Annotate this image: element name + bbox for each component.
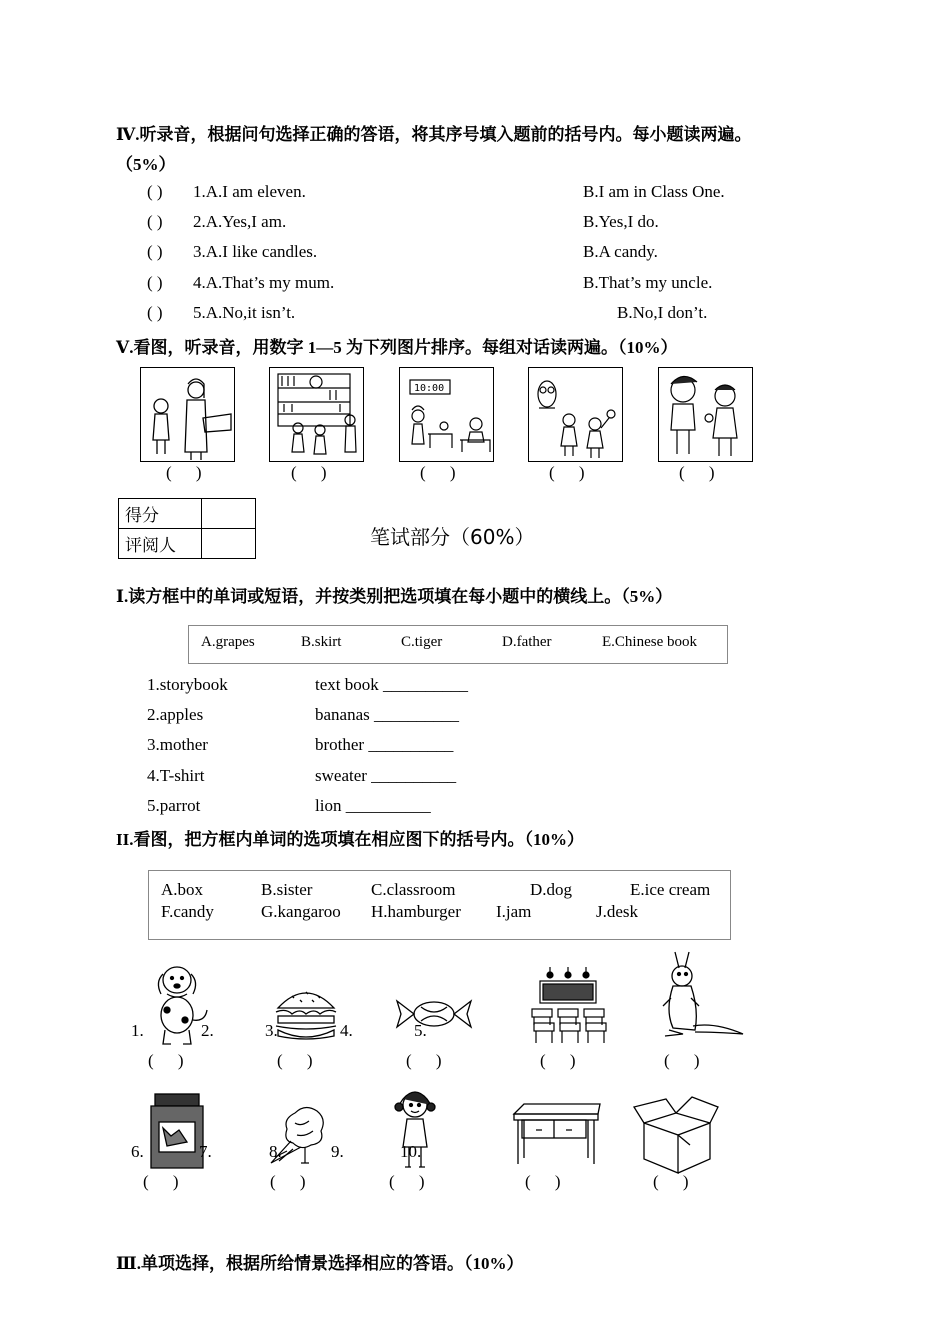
order-paren: ( ) (679, 463, 715, 482)
picture-frame (658, 367, 753, 462)
answer-paren: ( ) (540, 1051, 576, 1070)
item-blank[interactable]: text book __________ (315, 675, 468, 694)
picture-number: 1. (131, 1021, 144, 1040)
desk-image (510, 1102, 602, 1168)
section1-heading: Ⅰ.读方框中的单词或短语，并按类别把选项填在每小题中的横线上。（5%） (116, 587, 673, 606)
order-paren: ( ) (549, 463, 585, 482)
classroom-image (528, 965, 610, 1045)
word-option: H.hamburger (371, 902, 461, 921)
order-paren: ( ) (291, 463, 327, 482)
answer-paren: ( ) (389, 1172, 425, 1191)
score-cell[interactable] (202, 499, 256, 529)
written-part-title: 笔试部分（60%） (370, 525, 535, 549)
word-option: F.candy (161, 902, 214, 921)
score-table (118, 498, 256, 559)
picture-number: 6. (131, 1142, 144, 1161)
option-a: 2.A.Yes,I am. (193, 212, 287, 231)
picture-number: 3. (265, 1021, 278, 1040)
word-box (148, 870, 731, 940)
section2-heading: II.看图，把方框内单词的选项填在相应图下的括号内。（10%） (116, 830, 584, 849)
box-image (632, 1095, 720, 1175)
item-blank[interactable]: brother __________ (315, 735, 454, 754)
option-a: 4.A.That’s my mum. (193, 273, 335, 292)
word-option: D.father (502, 634, 552, 650)
option-a: 3.A.I like candles. (193, 242, 318, 261)
item-word: 5.parrot (147, 796, 201, 815)
answer-paren: ( ) (406, 1051, 442, 1070)
word-option: E.ice cream (630, 880, 711, 899)
option-b: B.A candy. (583, 242, 658, 261)
answer-paren: ( ) (143, 1172, 179, 1191)
section4-heading: Ⅳ.听录音，根据问句选择正确的答语，将其序号填入题前的括号内。每小题读两遍。 (116, 125, 752, 144)
answer-paren: ( ) (147, 273, 163, 292)
score-label: 得分 (119, 499, 202, 529)
item-word: 1.storybook (147, 675, 228, 694)
item-blank[interactable]: lion __________ (315, 796, 431, 815)
word-option: B.skirt (301, 634, 342, 650)
word-option: G.kangaroo (261, 902, 341, 921)
word-option: C.tiger (401, 634, 443, 650)
option-b: B.That’s my uncle. (583, 273, 713, 292)
option-a: 5.A.No,it isn’t. (193, 303, 296, 322)
answer-paren: ( ) (148, 1051, 184, 1070)
picture-frame (399, 367, 494, 462)
children-shelf-image (270, 368, 363, 461)
word-option: C.classroom (371, 880, 456, 899)
word-option: I.jam (496, 902, 532, 921)
word-option: B.sister (261, 880, 313, 899)
section5-heading: Ⅴ.看图，听录音，用数字 1—5 为下列图片排序。每组对话读两遍。（10%） (116, 338, 678, 357)
answer-paren: ( ) (147, 303, 163, 322)
answer-paren: ( ) (277, 1051, 313, 1070)
boy-girl-image (659, 368, 752, 461)
option-b: B.I am in Class One. (583, 182, 725, 201)
picture-number: 9. (331, 1142, 344, 1161)
section4-points: （5%） (116, 155, 176, 174)
picture-number: 5. (414, 1021, 427, 1040)
word-box (188, 625, 728, 664)
hamburger-image (272, 984, 340, 1042)
item-blank[interactable]: sweater __________ (315, 766, 457, 785)
item-word: 3.mother (147, 735, 208, 754)
word-option: A.box (161, 880, 204, 899)
clock-text: 10:00 (414, 383, 445, 394)
picture-number: 10. (400, 1142, 422, 1161)
jam-image (147, 1092, 207, 1170)
item-word: 2.apples (147, 705, 204, 724)
answer-paren: ( ) (270, 1172, 306, 1191)
picture-number: 2. (201, 1021, 214, 1040)
word-option: E.Chinese book (602, 634, 697, 650)
option-a: 1.A.I am eleven. (193, 182, 306, 201)
grader-cell[interactable] (202, 529, 256, 559)
order-paren: ( ) (166, 463, 202, 482)
picture-frame (269, 367, 364, 462)
word-option: D.dog (530, 880, 573, 899)
candy-image (393, 993, 475, 1035)
answer-paren: ( ) (147, 242, 163, 261)
word-option: A.grapes (201, 634, 255, 650)
item-blank[interactable]: bananas __________ (315, 705, 460, 724)
teacher-girl-image (141, 368, 234, 461)
picture-number: 7. (199, 1142, 212, 1161)
answer-paren: ( ) (664, 1051, 700, 1070)
word-option: J.desk (596, 902, 639, 921)
item-word: 4.T-shirt (147, 766, 205, 785)
section3-heading: Ⅲ.单项选择，根据所给情景选择相应的答语。（10%） (116, 1254, 524, 1273)
answer-paren: ( ) (147, 212, 163, 231)
picture-number: 8. (269, 1142, 282, 1161)
option-b: B.Yes,I do. (583, 212, 659, 231)
answer-paren: ( ) (525, 1172, 561, 1191)
order-paren: ( ) (420, 463, 456, 482)
ice-cream-image (265, 1103, 329, 1173)
owl-children-image (529, 368, 622, 461)
answer-paren: ( ) (147, 182, 163, 201)
picture-number: 4. (340, 1021, 353, 1040)
classroom-clock-image (400, 368, 493, 461)
picture-frame (140, 367, 235, 462)
kangaroo-image (655, 950, 747, 1040)
answer-paren: ( ) (653, 1172, 689, 1191)
option-b: B.No,I don’t. (617, 303, 708, 322)
picture-frame (528, 367, 623, 462)
grader-label: 评阅人 (119, 529, 202, 559)
